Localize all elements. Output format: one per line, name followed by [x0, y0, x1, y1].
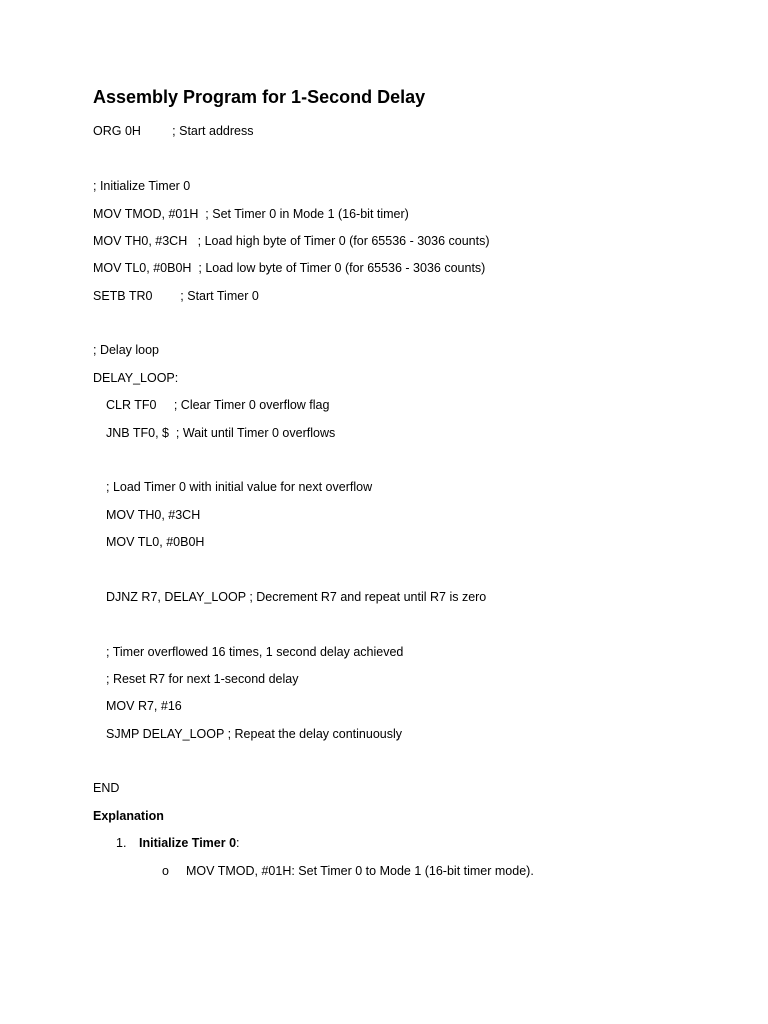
bullet-item: MOV TMOD, #01H: Set Timer 0 to Mode 1 (16-bit timer mode).	[186, 864, 534, 878]
code-line: ; Load Timer 0 with initial value for next overflow	[106, 480, 373, 494]
bullet-icon: o	[162, 864, 169, 878]
code-line: ORG 0H ; Start address	[93, 124, 254, 138]
code-line: DJNZ R7, DELAY_LOOP ; Decrement R7 and repeat until R7 is zero	[106, 590, 487, 604]
explanation-heading: Explanation	[93, 809, 164, 823]
list-item-label: Initialize Timer 0	[139, 836, 237, 850]
code-line: MOV R7, #16	[106, 699, 182, 713]
code-line: SETB TR0 ; Start Timer 0	[93, 289, 259, 303]
code-line: END	[93, 781, 120, 795]
code-line: MOV TH0, #3CH	[106, 508, 201, 522]
document-title: Assembly Program for 1-Second Delay	[93, 87, 426, 107]
list-item-colon: :	[236, 836, 240, 850]
code-line: ; Delay loop	[93, 343, 160, 357]
code-line: MOV TH0, #3CH ; Load high byte of Timer 0 (for 65536 - 3036 counts)	[93, 234, 490, 248]
code-line: JNB TF0, $ ; Wait until Timer 0 overflows	[106, 426, 336, 440]
code-line: MOV TMOD, #01H ; Set Timer 0 in Mode 1 (16-bit timer)	[93, 207, 409, 221]
code-line: ; Initialize Timer 0	[93, 179, 191, 193]
code-line: ; Timer overflowed 16 times, 1 second delay achieved	[106, 645, 404, 659]
code-line: CLR TF0 ; Clear Timer 0 overflow flag	[106, 398, 330, 412]
code-line: MOV TL0, #0B0H	[106, 535, 205, 549]
code-line: MOV TL0, #0B0H ; Load low byte of Timer 0 (for 65536 - 3036 counts)	[93, 261, 486, 275]
list-item	[139, 835, 240, 851]
code-line: ; Reset R7 for next 1-second delay	[106, 672, 299, 686]
code-line: DELAY_LOOP:	[93, 371, 179, 385]
code-line: SJMP DELAY_LOOP ; Repeat the delay continuously	[106, 727, 403, 741]
list-number: 1.	[116, 836, 127, 850]
